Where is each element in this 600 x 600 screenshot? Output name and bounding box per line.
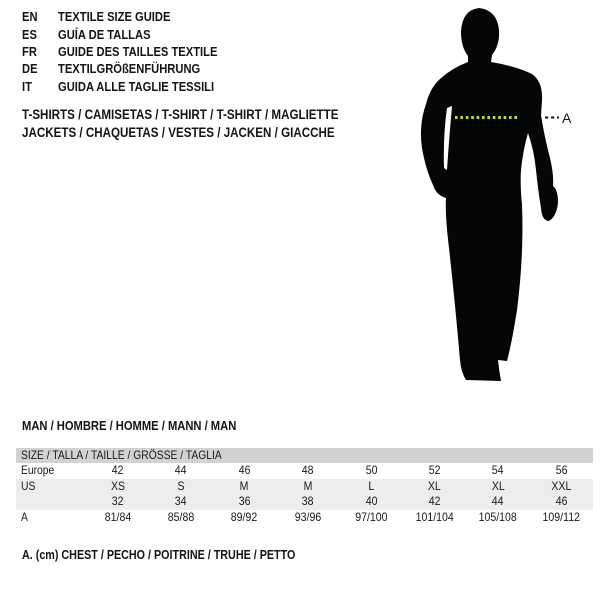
size-cell: [466, 494, 529, 510]
size-cell: [213, 510, 276, 526]
size-cell-text: 105/108: [478, 509, 518, 524]
table-row-chest-a: [16, 510, 593, 526]
language-list: [22, 8, 243, 95]
product-line-jackets: JACKETS / CHAQUETAS / VESTES / JACKEN / GIACCHE: [22, 124, 335, 140]
size-cell: [530, 510, 593, 526]
size-cell-text: 46: [238, 463, 251, 477]
language-row: [22, 25, 243, 42]
size-cell-text: XXL: [551, 478, 572, 493]
measure-footnote-text: A. (cm) CHEST / PECHO / POITRINE / TRUHE / PETTO: [22, 548, 296, 562]
size-cell: [149, 463, 212, 479]
size-cell-text: 89/92: [231, 509, 258, 524]
size-cell-text: 97/100: [355, 509, 388, 524]
size-table: [16, 448, 593, 525]
size-cell-text: 101/104: [415, 509, 454, 524]
language-row: [22, 43, 243, 60]
size-cell-text: 44: [492, 494, 504, 508]
size-cell: [276, 494, 339, 510]
size-cell-text: 54: [492, 463, 504, 477]
size-cell: [403, 479, 466, 495]
size-cell-text: 93/96: [294, 509, 322, 524]
language-label: TEXTILGRÖßENFÜHRUNG: [58, 61, 201, 77]
size-cell-text: 56: [555, 463, 568, 477]
size-cell-text: XL: [491, 478, 505, 493]
language-code: IT: [22, 78, 32, 94]
language-code: EN: [22, 9, 38, 25]
size-cell: [403, 510, 466, 526]
table-row-europe: [16, 463, 593, 479]
size-cell: [213, 479, 276, 495]
row-label: [16, 494, 86, 510]
language-label: GUÍA DE TALLAS: [58, 26, 151, 42]
language-row: [22, 78, 243, 95]
size-cell: [340, 479, 403, 495]
size-cell: [340, 494, 403, 510]
size-cell: [403, 463, 466, 479]
size-cell: [86, 494, 149, 510]
row-label-text: US: [21, 478, 36, 493]
language-row: [22, 60, 243, 77]
size-cell: [276, 510, 339, 526]
size-cell: [340, 510, 403, 526]
man-silhouette-shape: [421, 8, 558, 381]
size-cell: [276, 479, 339, 495]
product-types: [22, 106, 390, 141]
row-label: [16, 463, 86, 479]
size-cell-text: 34: [175, 494, 187, 508]
size-cell: [466, 479, 529, 495]
man-silhouette: [410, 0, 590, 400]
size-cell-text: S: [177, 478, 185, 493]
size-cell: [86, 479, 149, 495]
size-cell: [149, 479, 212, 495]
man-figure: [410, 0, 590, 400]
size-cell: [530, 479, 593, 495]
table-row-us: [16, 479, 593, 495]
row-label-text: Europe: [21, 463, 55, 477]
language-row: [22, 8, 243, 25]
size-cell: [466, 463, 529, 479]
size-cell-text: L: [368, 478, 375, 493]
size-cell-text: 36: [238, 494, 251, 508]
size-cell: [213, 494, 276, 510]
size-cell-text: 46: [555, 494, 568, 508]
size-cell-text: 85/88: [167, 509, 195, 524]
language-label: GUIDA ALLE TAGLIE TESSILI: [58, 78, 215, 94]
size-cell-text: 48: [301, 463, 314, 477]
language-code: ES: [22, 26, 37, 42]
size-cell-text: 42: [111, 463, 124, 477]
size-cell-text: M: [303, 478, 313, 493]
size-cell-text: 109/112: [542, 509, 581, 524]
size-cell-text: 44: [175, 463, 187, 477]
size-cell: [213, 463, 276, 479]
size-cell: [466, 510, 529, 526]
language-code: FR: [22, 43, 37, 59]
size-cell-text: 52: [428, 463, 441, 477]
measure-footnote: [22, 548, 340, 562]
section-title-man: [22, 418, 271, 433]
size-cell-text: XL: [428, 478, 442, 493]
language-code: DE: [22, 61, 38, 77]
size-table-header-row: [16, 448, 593, 463]
size-cell-text: 81/84: [104, 509, 131, 524]
row-label: [16, 479, 86, 495]
size-cell-text: XS: [110, 478, 125, 493]
size-cell: [149, 494, 212, 510]
row-label: [16, 510, 86, 526]
size-cell: [530, 494, 593, 510]
size-cell: [276, 463, 339, 479]
size-cell-text: 50: [365, 463, 378, 477]
measure-label-a: A: [562, 110, 572, 126]
size-cell-text: 42: [428, 494, 441, 508]
size-cell: [149, 510, 212, 526]
table-row-numeric: [16, 494, 593, 510]
size-cell-text: 38: [301, 494, 314, 508]
product-line-tshirts: T-SHIRTS / CAMISETAS / T-SHIRT / T-SHIRT / MAGLIETTE: [22, 107, 339, 122]
section-title-text: MAN / HOMBRE / HOMME / MANN / MAN: [22, 418, 237, 433]
row-label-text: A: [21, 509, 28, 524]
language-label: GUIDE DES TAILLES TEXTILE: [58, 43, 218, 59]
size-cell: [403, 494, 466, 510]
size-table-header-text: SIZE / TALLA / TAILLE / GRÖSSE / TAGLIA: [21, 448, 222, 462]
size-table-header-cell: [16, 448, 593, 463]
size-cell: [530, 463, 593, 479]
size-cell-text: M: [240, 478, 249, 493]
size-cell: [86, 463, 149, 479]
size-cell: [86, 510, 149, 526]
size-cell-text: 40: [365, 494, 378, 508]
language-label: TEXTILE SIZE GUIDE: [58, 9, 171, 25]
size-cell: [340, 463, 403, 479]
size-cell-text: 32: [111, 494, 124, 508]
